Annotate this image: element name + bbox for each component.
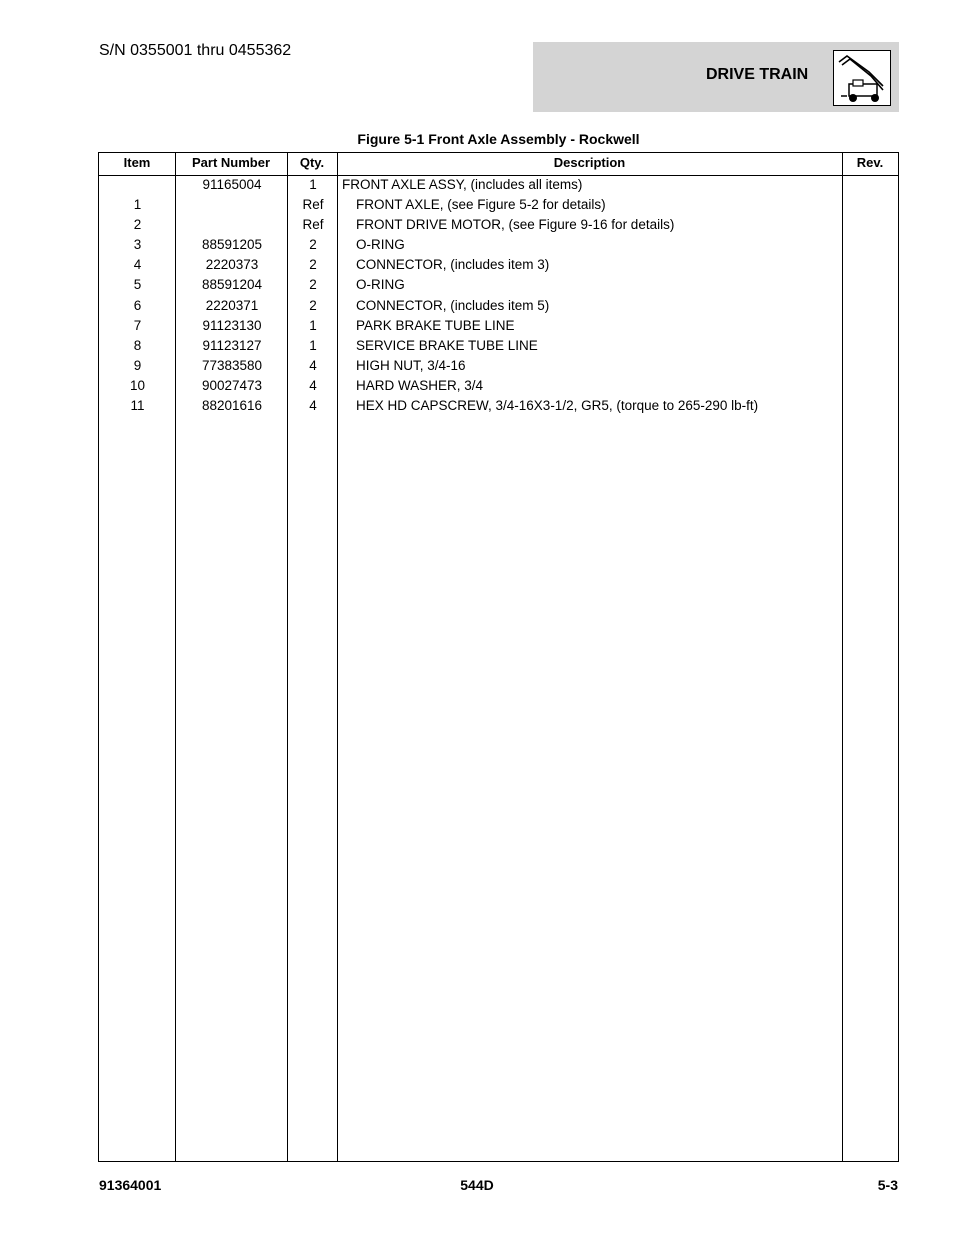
table-row <box>99 337 898 357</box>
drive-train-machine-icon <box>833 50 891 106</box>
part-number-cell: 77383580 <box>201 357 263 373</box>
description-cell: HARD WASHER, 3/4 <box>356 377 484 393</box>
item-cell: 11 <box>130 398 145 414</box>
item-cell: 7 <box>133 317 142 333</box>
table-body <box>99 176 898 417</box>
part-number-cell: 2220373 <box>205 257 259 273</box>
column-header-qty: Qty. <box>299 155 325 170</box>
description-cell: HEX HD CAPSCREW, 3/4-16X3-1/2, GR5, (torque to 265-290 lb-ft) <box>356 398 759 414</box>
item-cell: 2 <box>133 217 142 233</box>
part-number-cell: 91123130 <box>202 317 262 333</box>
table-row <box>99 377 898 397</box>
item-cell: 8 <box>133 337 142 353</box>
column-header-part-number: Part Number <box>191 155 271 170</box>
qty-cell: Ref <box>302 197 324 213</box>
qty-cell: Ref <box>302 217 324 233</box>
column-header-description: Description <box>553 155 626 170</box>
qty-cell: 4 <box>309 377 317 393</box>
qty-cell: 2 <box>309 297 317 313</box>
table-row <box>99 196 898 216</box>
item-cell: 6 <box>133 297 142 313</box>
item-cell: 10 <box>129 377 146 393</box>
description-cell: O-RING <box>356 277 405 293</box>
parts-table <box>98 152 899 1162</box>
item-cell: 3 <box>133 237 142 253</box>
footer-page-number: 5-3 <box>877 1177 898 1193</box>
table-row <box>99 176 898 196</box>
table-row <box>99 297 898 317</box>
description-cell: O-RING <box>356 237 405 253</box>
section-title: DRIVE TRAIN <box>706 66 809 83</box>
column-header-rev: Rev. <box>856 155 884 170</box>
description-cell: SERVICE BRAKE TUBE LINE <box>356 337 538 353</box>
qty-cell: 2 <box>309 277 317 293</box>
description-cell: FRONT AXLE ASSY, (includes all items) <box>342 177 583 192</box>
qty-cell: 4 <box>309 357 317 373</box>
part-number-cell: 91123127 <box>202 337 262 353</box>
part-number-cell: 88591205 <box>201 237 263 253</box>
qty-cell: 1 <box>309 337 317 353</box>
item-cell: 4 <box>133 257 142 273</box>
item-cell: 1 <box>133 197 142 213</box>
part-number-cell: 90027473 <box>201 377 263 393</box>
table-row <box>99 216 898 236</box>
description-cell: FRONT DRIVE MOTOR, (see Figure 9-16 for details) <box>356 217 675 233</box>
description-cell: FRONT AXLE, (see Figure 5-2 for details) <box>356 197 606 213</box>
table-row <box>99 276 898 296</box>
qty-cell: 2 <box>309 237 317 253</box>
qty-cell: 4 <box>309 398 317 414</box>
description-cell: HIGH NUT, 3/4-16 <box>356 357 466 373</box>
table-row <box>99 256 898 276</box>
footer-doc-number: 91364001 <box>99 1177 162 1193</box>
qty-cell: 1 <box>309 177 317 192</box>
part-number-cell: 88591204 <box>201 277 263 293</box>
table-row <box>99 357 898 377</box>
table-row <box>99 397 898 417</box>
footer-model: 544D <box>460 1177 494 1193</box>
qty-cell: 2 <box>309 257 317 273</box>
item-cell: 9 <box>133 357 142 373</box>
figure-title: Figure 5-1 Front Axle Assembly - Rockwell <box>357 131 640 147</box>
table-row <box>99 236 898 256</box>
description-cell: CONNECTOR, (includes item 5) <box>356 297 550 313</box>
part-number-cell: 2220371 <box>205 297 259 313</box>
section-header <box>533 42 899 112</box>
qty-cell: 1 <box>309 317 317 333</box>
serial-number-range: S/N 0355001 thru 0455362 <box>99 42 292 59</box>
table-row <box>99 317 898 337</box>
column-header-item: Item <box>123 155 151 170</box>
part-number-cell: 91165004 <box>202 177 262 192</box>
item-cell: 5 <box>133 277 142 293</box>
part-number-cell: 88201616 <box>201 398 263 414</box>
description-cell: PARK BRAKE TUBE LINE <box>356 317 515 333</box>
description-cell: CONNECTOR, (includes item 3) <box>356 257 550 273</box>
